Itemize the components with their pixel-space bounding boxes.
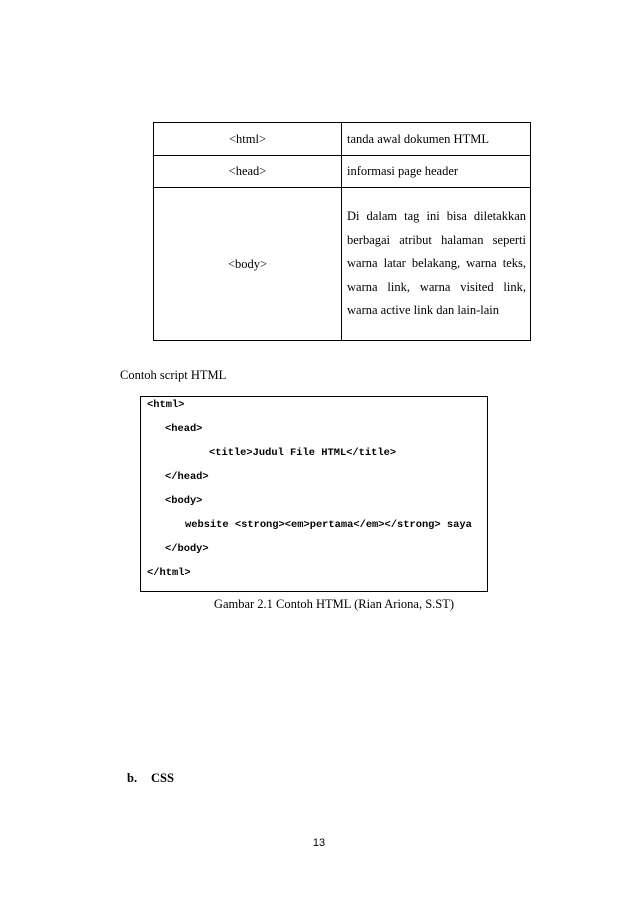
description-line: informasi page header (347, 164, 459, 178)
section-number: b. (127, 771, 138, 785)
description-line: Di dalam tag ini bisa diletakkan (347, 209, 526, 224)
code-line: </head> (165, 471, 209, 483)
tag-cell: <html> (154, 123, 342, 156)
table-row (154, 188, 531, 341)
table-row (154, 123, 531, 156)
description-line: warna active link dan lain-lain (347, 303, 500, 318)
description-cell (342, 123, 531, 156)
tag-cell: <head> (154, 156, 342, 188)
description-line: warna link, warna visited link, (347, 279, 526, 294)
code-line: <body> (165, 495, 203, 507)
code-example-box (140, 396, 488, 592)
code-line: <html> (147, 399, 185, 411)
html-tag-table (153, 122, 531, 341)
description-line: tanda awal dokumen HTML (347, 131, 489, 146)
description-line: berbagai atribut halaman seperti (347, 232, 526, 247)
tag-cell: <body> (154, 188, 342, 341)
description-line: warna latar belakang, warna teks, (347, 256, 526, 271)
description-cell (342, 156, 531, 188)
page-number: 13 (312, 837, 326, 849)
code-line: website <strong><em>pertama</em></strong> saya (185, 519, 472, 531)
code-line: </body> (165, 543, 209, 555)
figure-caption: Gambar 2.1 Contoh HTML (Rian Ariona, S.ST) (213, 597, 455, 611)
description-lines (347, 205, 526, 323)
table-row (154, 156, 531, 188)
code-line: <head> (165, 423, 203, 435)
code-line: </html> (147, 567, 191, 579)
code-line: <title>Judul File HTML</title> (209, 447, 397, 459)
section-heading (127, 771, 174, 786)
code-example-label: Contoh script HTML (120, 368, 227, 382)
description-cell (342, 188, 531, 341)
section-title: CSS (151, 771, 174, 785)
